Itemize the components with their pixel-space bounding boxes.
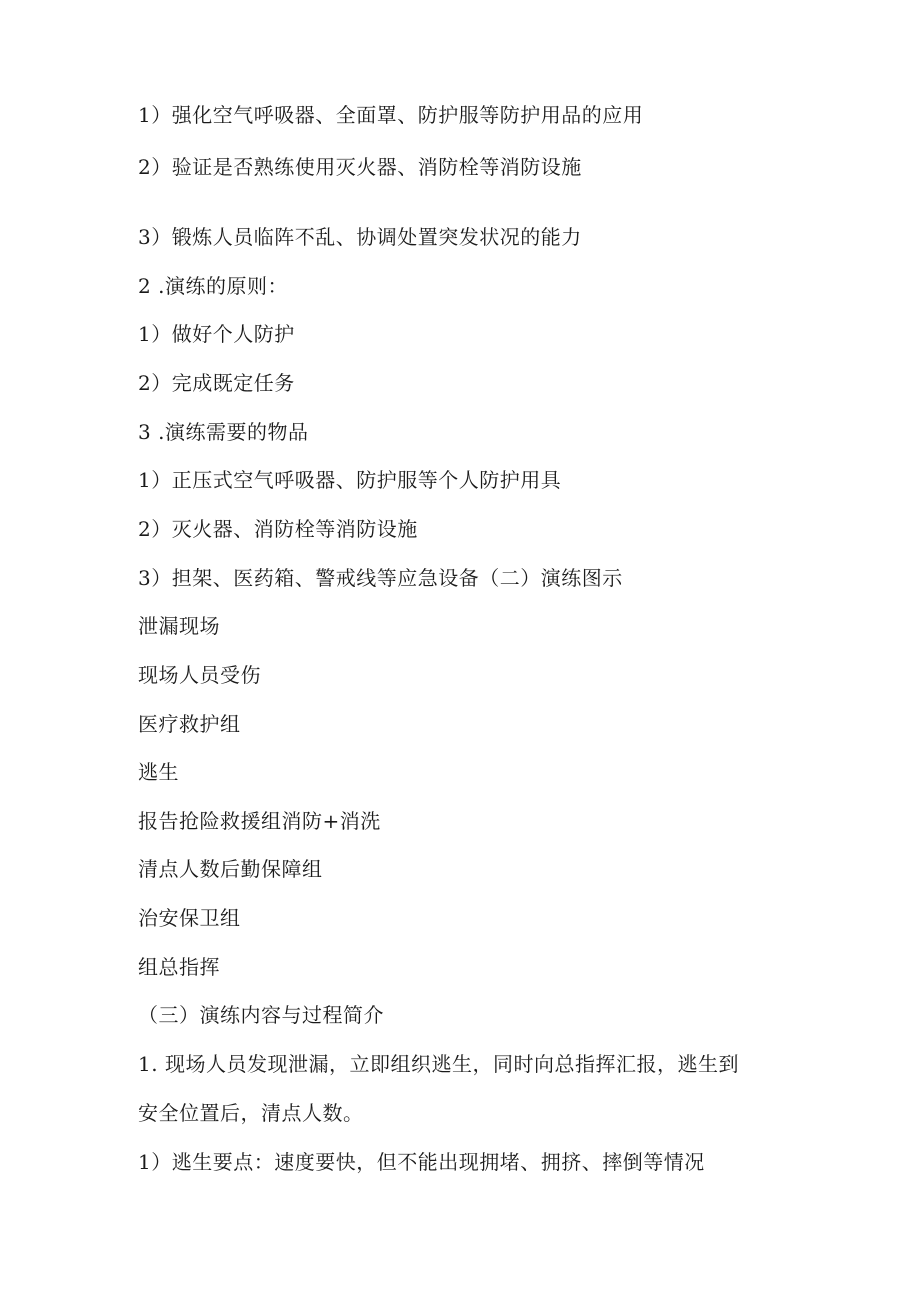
text-line: 1）做好个人防护 [138, 322, 295, 346]
text-line: 1）逃生要点：速度要快，但不能出现拥堵、拥挤、摔倒等情况 [138, 1150, 705, 1174]
section-heading: 3 .演练需要的物品 [138, 420, 309, 444]
text-line: 2）验证是否熟练使用灭火器、消防栓等消防设施 [138, 155, 582, 179]
section-heading: 2 .演练的原则： [138, 274, 288, 298]
diagram-label: 现场人员受伤 [138, 663, 261, 687]
text-line: 1）强化空气呼吸器、全面罩、防护服等防护用品的应用 [138, 103, 644, 127]
diagram-label: 医疗救护组 [138, 712, 241, 736]
diagram-label: 组总指挥 [138, 955, 220, 979]
diagram-label: 逃生 [138, 760, 179, 784]
text-line: 3）担架、医药箱、警戒线等应急设备（二）演练图示 [138, 566, 623, 590]
paragraph-line: 1. 现场人员发现泄漏，立即组织逃生，同时向总指挥汇报，逃生到 [138, 1052, 739, 1076]
text-line: 2）完成既定任务 [138, 371, 295, 395]
text-line: 1）正压式空气呼吸器、防护服等个人防护用具 [138, 468, 562, 492]
diagram-label: 治安保卫组 [138, 906, 241, 930]
text-line: 3）锻炼人员临阵不乱、协调处置突发状况的能力 [138, 225, 582, 249]
diagram-label: 泄漏现场 [138, 614, 220, 638]
paragraph-line: 安全位置后，清点人数。 [138, 1101, 364, 1125]
section-heading: （三）演练内容与过程简介 [138, 1003, 384, 1027]
diagram-label: 报告抢险救援组消防+消洗 [138, 809, 381, 833]
text-line: 2）灭火器、消防栓等消防设施 [138, 517, 418, 541]
diagram-label: 清点人数后勤保障组 [138, 857, 323, 881]
